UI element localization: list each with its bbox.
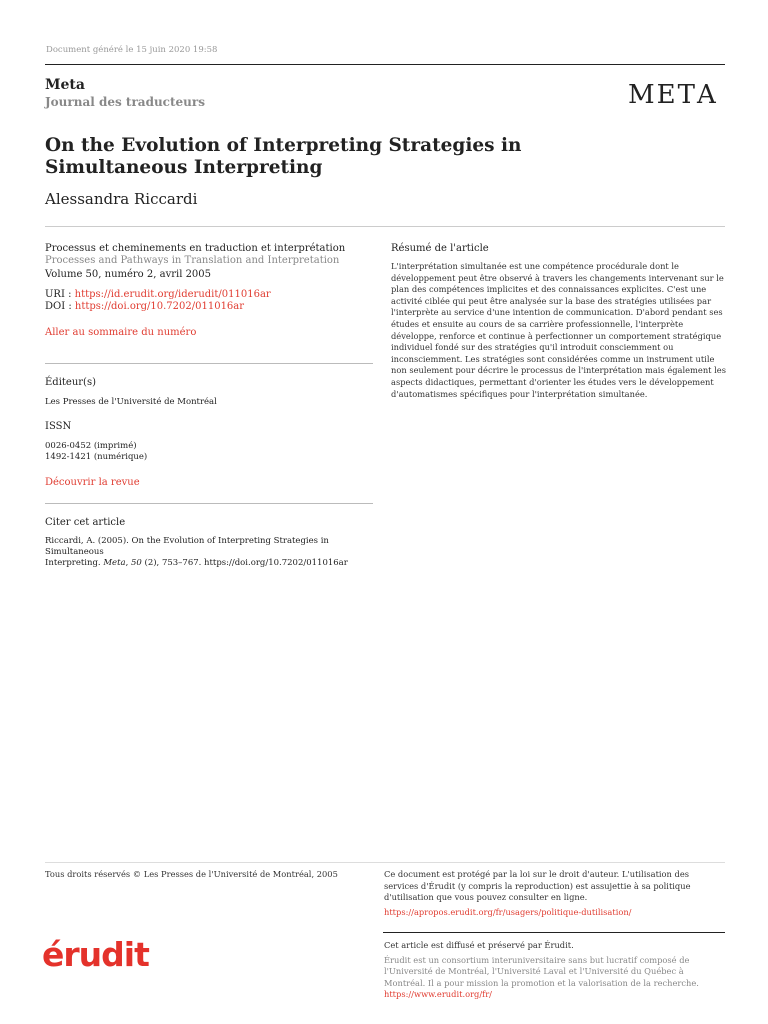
- abstract-block: [391, 243, 726, 400]
- article-author: Alessandra Riccardi: [45, 190, 198, 208]
- diffusion-block: [384, 940, 714, 1001]
- journal-name: Meta: [45, 77, 85, 93]
- issue-theme-en: Processes and Pathways in Translation and Interpretation: [45, 255, 340, 266]
- citation-journal: Meta: [103, 558, 126, 568]
- title-divider: [45, 226, 725, 227]
- uri-label: URI :: [45, 289, 75, 300]
- abstract-text: L'interprétation simultanée est une compétence procédurale dont le développement peut être observé à travers les changements intervenant sur le plan des compétences implicites et des connaissances explicites. C'est une activité ciblée qui peut être analysée sur la base des stratégies utilisées par l'interprète au service d'une intention de communication. D'abord pendant ses études et ensuite au cours de sa carrière professionnelle, l'interprète développe, renforce et continue à perfectionner un comportement stratégique individuel fondé sur des stratégies qu'il introduit consciemment ou inconsciemment. Les stratégies sont considérées comme un instrument utile non seulement pour décrire le processus de l'interprétation mais également les aspects didactiques, permettant d'orienter les études vers le développement d'automatismes spécifiques pour l'interprétation simultanée.: [391, 261, 726, 399]
- meta-logo: MΕΤΑ: [628, 80, 718, 110]
- issn-print: 0026-0452 (imprimé): [45, 441, 137, 451]
- uri-link[interactable]: https://id.erudit.org/iderudit/011016ar: [74, 289, 271, 300]
- citation-line: Riccardi, A. (2005). On the Evolution of Interpreting Strategies in Simultaneous: [45, 536, 329, 557]
- footer-divider: [45, 862, 725, 863]
- publisher-block: [45, 377, 375, 408]
- journal-subtitle: Journal des traducteurs: [45, 95, 205, 109]
- citation-part: ,: [125, 558, 131, 568]
- doi-link[interactable]: https://doi.org/10.7202/011016ar: [74, 301, 245, 312]
- abstract-heading: Résumé de l'article: [391, 243, 489, 254]
- erudit-logo[interactable]: érudit: [42, 935, 149, 974]
- citation-part: (2), 753–767. https://doi.org/10.7202/011016ar: [141, 558, 348, 568]
- citation-block: [45, 517, 375, 569]
- issue-info: [45, 243, 375, 339]
- citation-text: [45, 536, 375, 569]
- copyright-block: [384, 869, 714, 918]
- consortium-text: Érudit est un consortium interuniversitaire sans but lucratif composé de l'Université de Montréal, l'Université Laval et l'Université du Québec à Montréal. Il a pour mission la promotion et la valorisation de la recherche.: [384, 954, 699, 988]
- publisher-name: Les Presses de l'Université de Montréal: [45, 397, 217, 407]
- issn-heading: ISSN: [45, 421, 72, 432]
- uri-line: [45, 289, 375, 301]
- citation-line: [45, 558, 375, 569]
- header-divider: [45, 64, 725, 65]
- erudit-site-link[interactable]: https://www.erudit.org/fr/: [384, 989, 492, 999]
- section-divider: [45, 363, 373, 364]
- citation-volume: 50: [130, 558, 142, 568]
- rights-notice: Tous droits réservés © Les Presses de l'Université de Montréal, 2005: [45, 869, 338, 879]
- doi-label: DOI :: [45, 301, 75, 312]
- policy-link[interactable]: https://apropos.erudit.org/fr/usagers/politique-dutilisation/: [384, 906, 632, 917]
- footer-divider: [383, 932, 725, 933]
- copyright-notice: Ce document est protégé par la loi sur le droit d'auteur. L'utilisation des services d'Érudit (y compris la reproduction) est assujettie à sa politique d'utilisation que vous pouvez consulter en ligne.: [384, 869, 691, 902]
- citation-heading: Citer cet article: [45, 517, 126, 528]
- section-divider: [45, 503, 373, 504]
- issn-digital: 1492-1421 (numérique): [45, 452, 148, 462]
- toc-link[interactable]: Aller au sommaire du numéro: [45, 327, 197, 338]
- issue-volume: Volume 50, numéro 2, avril 2005: [45, 269, 212, 280]
- issue-theme-fr: Processus et cheminements en traduction et interprétation: [45, 243, 346, 254]
- citation-part: Interpreting.: [45, 558, 104, 568]
- diffusion-notice: Cet article est diffusé et préservé par Érudit.: [384, 940, 574, 950]
- article-title: On the Evolution of Interpreting Strategies in Simultaneous Interpreting: [45, 135, 522, 178]
- issn-block: [45, 421, 375, 489]
- publisher-heading: Éditeur(s): [45, 377, 96, 388]
- generated-date: Document généré le 15 juin 2020 19:58: [46, 45, 218, 55]
- doi-line: [45, 301, 375, 313]
- discover-journal-link[interactable]: Découvrir la revue: [45, 477, 140, 488]
